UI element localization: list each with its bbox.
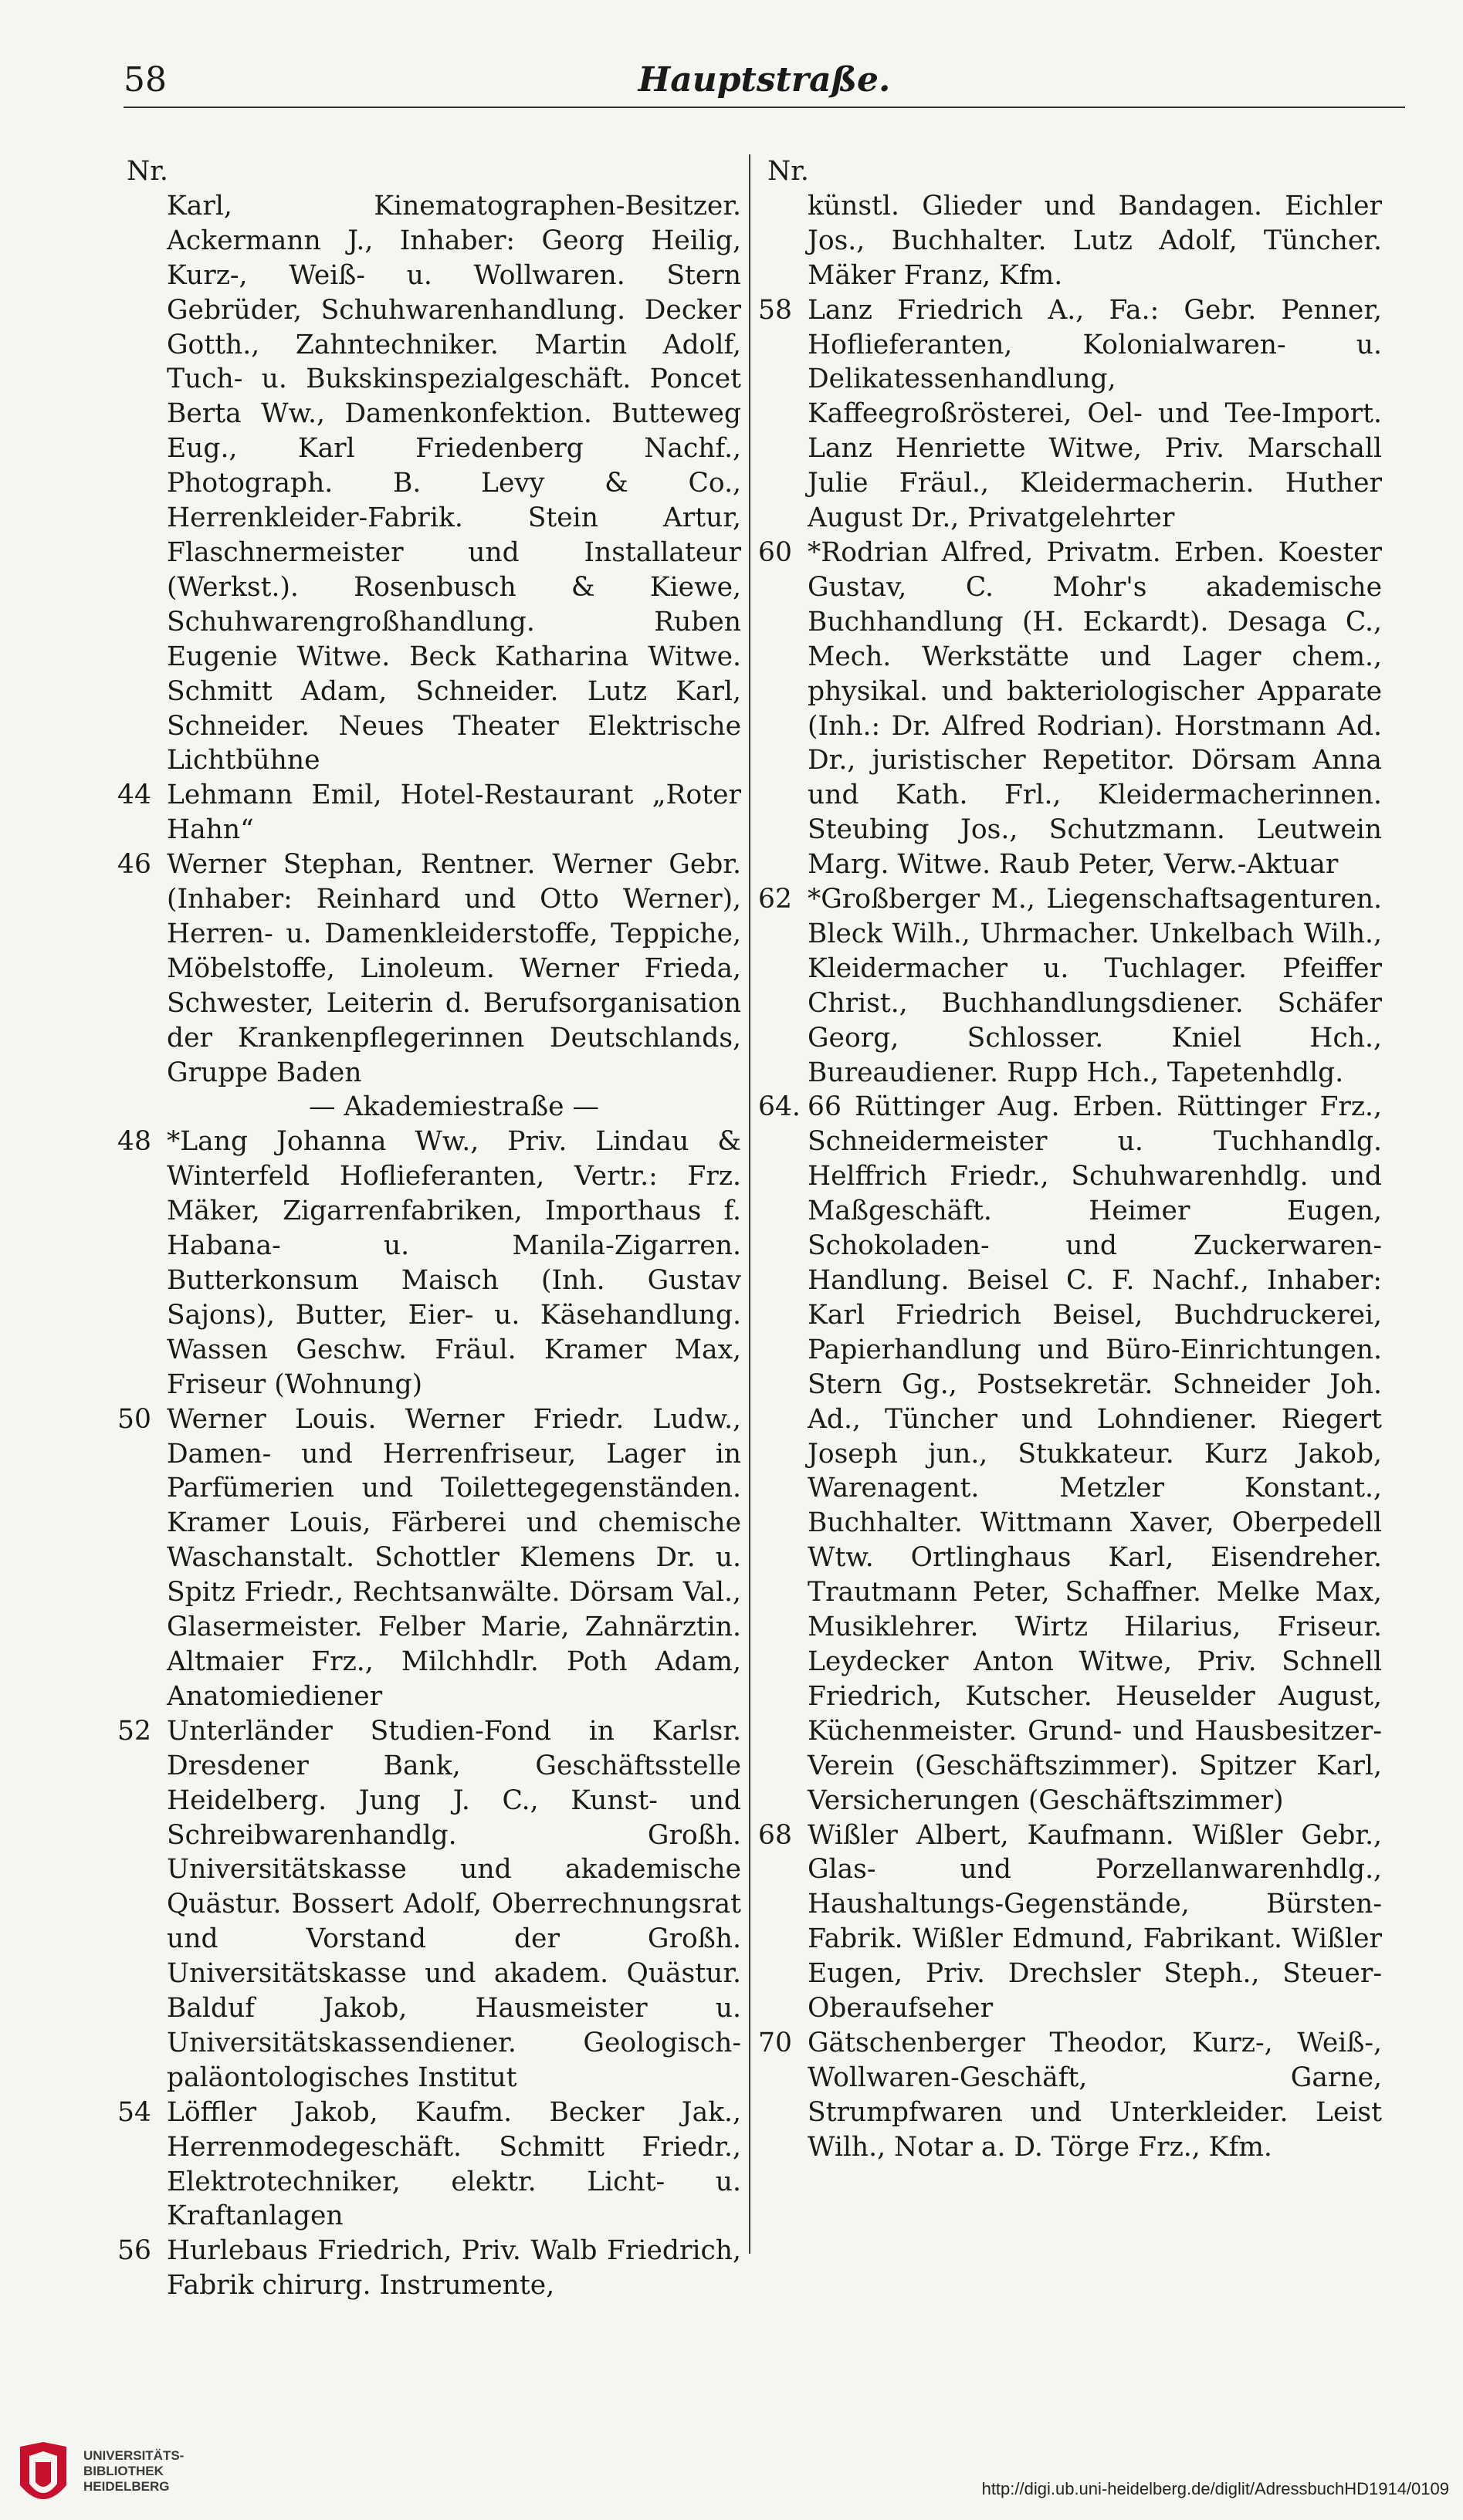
running-title: Hauptstraße. [638, 60, 891, 100]
entry-text: 66 Rüttinger Aug. Erben. Rüttinger Frz., Schneidermeister u. Tuchhandlg. Helffrich Friedr., Schuhwarenhdlg. und Maßgeschäft. Heimer Eugen, Schokoladen- und Zuckerwaren-Handlung. Beisel C. F. Nachf., Inhaber: Karl Friedrich Beisel, Buchdruckerei, Papierhandlung und Büro-Einrichtungen. Stern Gg., Postsekretär. Schneider Joh. Ad., Tüncher und Lohndiener. Riegert Joseph jun., Stukkateur. Kurz Jakob, Warenagent. Metzler Konstant., Buchhalter. Wittmann Xaver, Oberpedell Wtw. Ortlinghaus Karl, Eisendreher. Trautmann Peter, Schaffner. Melke Max, Musiklehrer. Wirtz Hilarius, Friseur. Leydecker Anton Witwe, Priv. Schnell Friedrich, Kutscher. Heuselder August, Küchenmeister. Grund- und Hausbesitzer-Verein (Geschäftszimmer). Spitzer Karl, Versicherungen (Geschäftszimmer) [808, 1091, 1382, 1816]
house-number: 68 [758, 1819, 792, 1851]
directory-entry [758, 293, 1382, 536]
directory-entry [758, 1818, 1382, 2026]
entry-text: — Akademiestraße — [308, 1091, 600, 1123]
directory-entry [758, 536, 1382, 882]
entry-text: *Lang Johanna Ww., Priv. Lindau & Winterfeld Hoflieferanten, Vertr.: Frz. Mäker, Zigarrenfabriken, Importhaus f. Habana- u. Manila-Zigarren. Butterkonsum Maisch (Inh. Gustav Sajons), Butter, Eier- u. Käsehandlung. Wassen Geschw. Fräul. Kramer Max, Friseur (Wohnung) [167, 1126, 741, 1400]
entry-text: Hurlebaus Friedrich, Priv. Walb Friedrich, Fabrik chirurg. Instrumente, [167, 2235, 741, 2302]
directory-entry [758, 2026, 1382, 2165]
left-column [117, 154, 741, 2303]
library-name-line: UNIVERSITÄTS- [83, 2448, 185, 2463]
footer [0, 2424, 1463, 2520]
library-name-line: HEIDELBERG [83, 2479, 170, 2494]
directory-entry [117, 1125, 741, 1402]
house-number: 62 [758, 884, 792, 915]
house-number: 70 [758, 2027, 792, 2058]
house-number: 48 [117, 1126, 151, 1158]
nr-label: Nr. [767, 156, 809, 187]
library-name [83, 2448, 184, 2495]
directory-entry [117, 778, 741, 847]
entry-text: Unterländer Studien-Fond in Karlsr. Dresdener Bank, Geschäftsstelle Heidelberg. Jung J. C., Kunst- und Schreibwarenhandlg. Großh. Universitätskasse und akademische Quästur. Bossert Adolf, Oberrechnungsrat und Vorstand der Großh. Universitätskasse und akadem. Quästur. Balduf Jakob, Hausmeister u. Universitätskassendiener. Geologisch-paläontologisches Institut [167, 1715, 741, 2093]
house-number: 56 [117, 2235, 151, 2267]
entry-text: *Großberger M., Liegenschaftsagenturen. Bleck Wilh., Uhrmacher. Unkelbach Wilh., Kleidermacher u. Tuchlager. Pfeiffer Christ., Buchhandlungsdiener. Schäfer Georg, Schlosser. Kniel Hch., Bureaudiener. Rupp Hch., Tapetenhdlg. [808, 884, 1382, 1088]
house-number: 64. [758, 1091, 801, 1123]
house-number: 60 [758, 536, 792, 568]
entry-text: Lanz Friedrich A., Fa.: Gebr. Penner, Hoflieferanten, Kolonialwaren- u. Delikatessenhandlung, Kaffeegroßrösterei, Oel- und Tee-Import. Lanz Henriette Witwe, Priv. Marschall Julie Fräul., Kleidermacherin. Huther August Dr., Privatgelehrter [808, 294, 1382, 534]
entry-text: Karl, Kinematographen-Besitzer. Ackermann J., Inhaber: Georg Heilig, Kurz-, Weiß- u. Wollwaren. Stern Gebrüder, Schuhwarenhandlung. Decker Gotth., Zahntechniker. Martin Adolf, Tuch- u. Bukskinspezialgeschäft. Poncet Berta Ww., Damenkonfektion. Butteweg Eug., Karl Friedenberg Nachf., Photograph. B. Levy & Co., Herrenkleider-Fabrik. Stein Artur, Flaschnermeister und Installateur (Werkst.). Rosenbusch & Kiewe, Schuhwarengroßhandlung. Ruben Eugenie Witwe. Beck Katharina Witwe. Schmitt Adam, Schneider. Lutz Karl, Schneider. Neues Theater Elektrische Lichtbühne [167, 190, 741, 776]
directory-entry [117, 1714, 741, 2095]
library-name-line: BIBLIOTHEK [83, 2464, 164, 2478]
directory-entry [117, 847, 741, 1090]
house-number: 50 [117, 1403, 151, 1435]
house-number: 54 [117, 2096, 151, 2128]
directory-entry [758, 882, 1382, 1090]
page-number: 58 [124, 60, 167, 100]
page-header [124, 60, 1405, 107]
house-number: 44 [117, 780, 151, 811]
directory-entry [124, 189, 741, 778]
nr-label: Nr. [127, 156, 168, 187]
entry-text: *Rodrian Alfred, Privatm. Erben. Koester Gustav, C. Mohr's akademische Buchhandlung (H. Eckardt). Desaga C., Mech. Werkstätte und Lager chem., physikal. und bakteriologischer Apparate (Inh.: Dr. Alfred Rodrian). Horstmann Ad. Dr., juristischer Repetitor. Dörsam Anna und Kath. Frl., Kleidermacherinnen. Steubing Jos., Schutzmann. Leutwein Marg. Witwe. Raub Peter, Verw.-Aktuar [808, 536, 1382, 881]
entry-text: Gätschenberger Theodor, Kurz-, Weiß-, Wollwaren-Geschäft, Garne, Strumpfwaren und Unterkleider. Leist Wilh., Notar a. D. Törge Frz., Kfm. [808, 2027, 1382, 2163]
library-logo-icon [12, 2439, 74, 2516]
house-number: 58 [758, 294, 792, 326]
source-url-link[interactable]: http://digi.ub.uni-heidelberg.de/diglit/AdressbuchHD1914/0109 [981, 2479, 1449, 2498]
directory-entry [117, 2095, 741, 2234]
column-divider [749, 154, 750, 2254]
directory-entry [758, 1090, 1382, 1818]
entry-text: Werner Stephan, Rentner. Werner Gebr. (Inhaber: Reinhard und Otto Werner), Herren- u. Damenkleiderstoffe, Teppiche, Möbelstoffe, Linoleum. Werner Frieda, Schwester, Leiterin d. Berufsorganisation der Krankenpflegerinnen Deutschlands, Gruppe Baden [167, 849, 741, 1088]
house-number: 52 [117, 1715, 151, 1747]
directory-entry [117, 2234, 741, 2303]
right-column [758, 154, 1382, 2165]
directory-entry [117, 1402, 741, 1714]
header-rule [124, 107, 1405, 108]
entry-text: Lehmann Emil, Hotel-Restaurant „Roter Hahn“ [167, 780, 741, 846]
house-number: 46 [117, 849, 151, 881]
entry-text: Wißler Albert, Kaufmann. Wißler Gebr., Glas- und Porzellanwarenhdlg., Haushaltungs-Gegenstände, Bürsten-Fabrik. Wißler Edmund, Fabrikant. Wißler Eugen, Priv. Drechsler Steph., Steuer-Oberaufseher [808, 1819, 1382, 2024]
directory-entry [764, 189, 1382, 293]
street-crossing [124, 1090, 741, 1125]
entry-text: künstl. Glieder und Bandagen. Eichler Jos., Buchhalter. Lutz Adolf, Tüncher. Mäker Franz, Kfm. [808, 190, 1382, 291]
entry-text: Werner Louis. Werner Friedr. Ludw., Damen- und Herrenfriseur, Lager in Parfümerien und Toilettegegenständen. Kramer Louis, Färberei und chemische Waschanstalt. Schottler Klemens Dr. u. Spitz Friedr., Rechtsanwälte. Dörsam Val., Glasermeister. Felber Marie, Zahnärztin. Altmaier Frz., Milchhdlr. Poth Adam, Anatomiediener [167, 1403, 741, 1712]
entry-text: Löffler Jakob, Kaufm. Becker Jak., Herrenmodegeschäft. Schmitt Friedr., Elektrotechniker, elektr. Licht- u. Kraftanlagen [167, 2096, 741, 2232]
